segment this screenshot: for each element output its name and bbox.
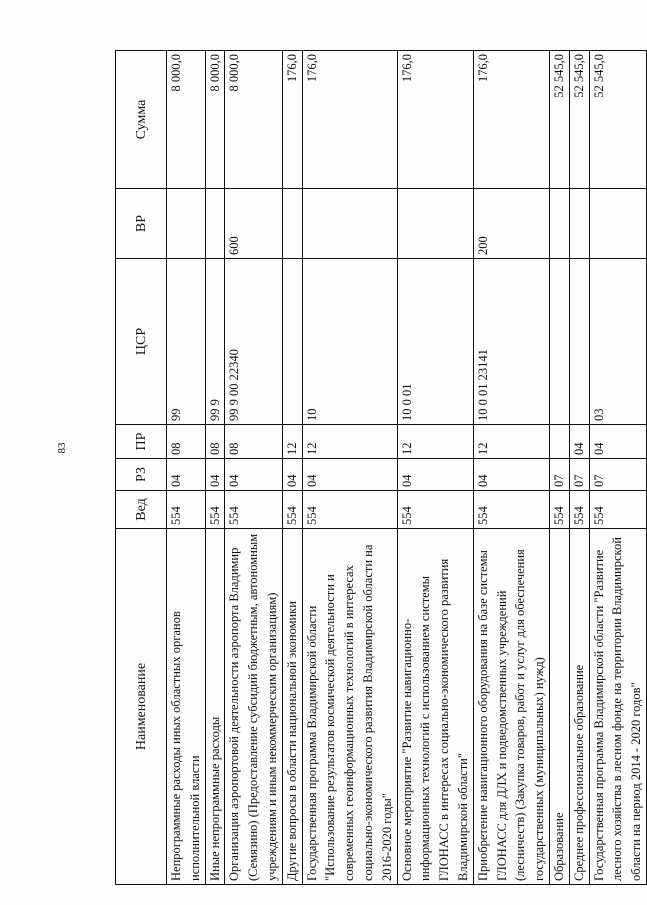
cell-sum: 176,0	[282, 51, 302, 189]
cell-pr: 08	[205, 425, 225, 459]
header-csr: ЦСР	[116, 259, 167, 425]
header-ved: Вед	[116, 491, 167, 529]
cell-sum: 8 000,0	[225, 51, 282, 189]
header-rz: РЗ	[116, 459, 167, 491]
table-row	[397, 51, 473, 885]
cell-csr: 99 9	[205, 259, 225, 425]
cell-csr	[569, 259, 589, 425]
cell-name: Образование	[549, 529, 569, 885]
cell-name: Среднее профессиональное образование	[569, 529, 589, 885]
cell-rz: 04	[473, 459, 549, 491]
cell-sum: 176,0	[302, 51, 397, 189]
cell-rz: 04	[205, 459, 225, 491]
cell-name: Государственная программа Владимирской области "Развитие лесного хозяйства в лесном фонде на территории Владимирской области на период 2014 - 2020 годов"	[589, 529, 646, 885]
cell-rz: 04	[397, 459, 473, 491]
cell-sum: 176,0	[397, 51, 473, 189]
cell-csr: 03	[589, 259, 646, 425]
cell-pr: 08	[225, 425, 282, 459]
cell-name: Иные непрограммные расходы	[205, 529, 225, 885]
cell-ved: 554	[589, 491, 646, 529]
cell-vr	[569, 189, 589, 259]
header-name: Наименование	[116, 529, 167, 885]
cell-sum: 52 545,0	[569, 51, 589, 189]
cell-csr: 10 0 01 23141	[473, 259, 549, 425]
cell-rz: 07	[569, 459, 589, 491]
budget-table	[115, 50, 647, 885]
cell-name: Другие вопросы в области национальной экономики	[282, 529, 302, 885]
cell-rz: 04	[225, 459, 282, 491]
table-row	[282, 51, 302, 885]
cell-ved: 554	[205, 491, 225, 529]
cell-pr	[549, 425, 569, 459]
cell-pr: 12	[282, 425, 302, 459]
cell-vr	[282, 189, 302, 259]
cell-vr	[167, 189, 206, 259]
cell-name: Приобретение навигационного оборудования на базе системы ГЛОНАСС для ДЛХ и подведомственных учреждений (лесничеств) (Закупка товаров, работ и услуг для обеспечения государственных (муниципальных) нужд)	[473, 529, 549, 885]
cell-pr: 08	[167, 425, 206, 459]
table-row	[473, 51, 549, 885]
rotated-page-content	[107, 45, 644, 905]
cell-ved: 554	[225, 491, 282, 529]
table-row	[589, 51, 646, 885]
cell-rz: 07	[589, 459, 646, 491]
table-row	[549, 51, 569, 885]
cell-csr: 99 9 00 22340	[225, 259, 282, 425]
cell-ved: 554	[473, 491, 549, 529]
cell-csr	[282, 259, 302, 425]
cell-vr	[302, 189, 397, 259]
cell-csr	[549, 259, 569, 425]
table-row	[302, 51, 397, 885]
header-pr: ПР	[116, 425, 167, 459]
cell-rz: 07	[549, 459, 569, 491]
header-sum: Сумма	[116, 51, 167, 189]
cell-ved: 554	[302, 491, 397, 529]
table-row	[225, 51, 282, 885]
cell-ved: 554	[167, 491, 206, 529]
cell-sum: 176,0	[473, 51, 549, 189]
header-row	[116, 51, 167, 885]
header-vr: ВР	[116, 189, 167, 259]
cell-vr	[205, 189, 225, 259]
cell-vr: 600	[225, 189, 282, 259]
cell-vr	[397, 189, 473, 259]
cell-vr	[549, 189, 569, 259]
cell-pr: 12	[473, 425, 549, 459]
cell-name: Государственная программа Владимирской области "Использование результатов космической деятельности и современных геоинформационных технологий в интересах социально-экономического развития Владимирской области на 2016-2020 годы"	[302, 529, 397, 885]
cell-rz: 04	[282, 459, 302, 491]
table-row	[569, 51, 589, 885]
cell-pr: 12	[302, 425, 397, 459]
cell-ved: 554	[549, 491, 569, 529]
cell-name: Непрограммные расходы иных областных органов исполнительной власти	[167, 529, 206, 885]
cell-sum: 8 000,0	[167, 51, 206, 189]
cell-csr: 10	[302, 259, 397, 425]
table-row	[167, 51, 206, 885]
cell-csr: 99	[167, 259, 206, 425]
cell-rz: 04	[167, 459, 206, 491]
cell-sum: 52 545,0	[549, 51, 569, 189]
cell-sum: 52 545,0	[589, 51, 646, 189]
cell-vr: 200	[473, 189, 549, 259]
cell-vr	[589, 189, 646, 259]
cell-pr: 12	[397, 425, 473, 459]
table-row	[205, 51, 225, 885]
cell-ved: 554	[397, 491, 473, 529]
cell-ved: 554	[569, 491, 589, 529]
cell-csr: 10 0 01	[397, 259, 473, 425]
cell-pr: 04	[569, 425, 589, 459]
cell-pr: 04	[589, 425, 646, 459]
cell-name: Организация аэропортовой деятельности аэропорта Владимир (Семязино) (Предоставление субсидий бюджетным, автономным учреждениям и иным некоммерческим организациям)	[225, 529, 282, 885]
cell-ved: 554	[282, 491, 302, 529]
cell-name: Основное мероприятие "Развитие навигационно-информационных технологий с использованием системы ГЛОНАСС в интересах социально-экономического развития Владимирской области"	[397, 529, 473, 885]
page-number: 83	[56, 442, 68, 454]
cell-rz: 04	[302, 459, 397, 491]
cell-sum: 8 000,0	[205, 51, 225, 189]
